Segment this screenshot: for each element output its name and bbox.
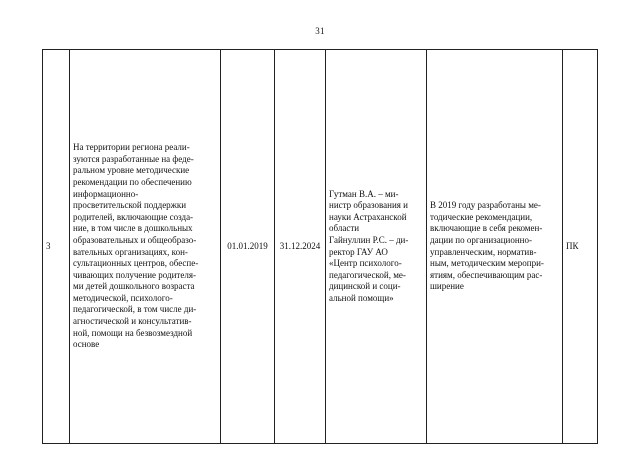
- measure-description-cell: [70, 50, 221, 444]
- measure-description: На территории региона реали- зуются разработанные на феде- ральном уровне методические рекомендации по обеспечению информационно- просветительской поддержки родителей, включающие созда- ние, в том числе в дошкольных образовательных и общеобразо- вательных организациях, кон- сультационных центров, обеспе- чивающих получение родителя- ми детей дошкольного возраста методической, психолого- педагогической, в том числе ди- агностической и консультатив- ной, помощи на безвозмездной основе: [73, 142, 199, 350]
- result-text: В 2019 году разработаны ме- тодические рекомендации, включающие в себя рекомен- дации по организационно- управленческим, норматив- ным, методическим меропри- ятиям, обеспечивающим рас- ширение: [430, 200, 544, 292]
- code-cell: ПК: [563, 50, 598, 444]
- table-row: [43, 50, 598, 444]
- end-date-cell: 31.12.2024: [275, 50, 326, 444]
- result-cell: [427, 50, 563, 444]
- responsible-persons: Гутман В.А. – ми- нистр образования и науки Астраханской области Гайнуллин Р.С. – ди- ректор ГАУ АО «Центр психолого- педагогической, ме- дицинской и соци- альной помощи»: [329, 188, 409, 303]
- start-date-cell: 01.01.2019: [221, 50, 275, 444]
- responsible-persons-cell: [326, 50, 427, 444]
- measures-table: [42, 49, 598, 444]
- row-number-cell: 3: [43, 50, 70, 444]
- page-number: 31: [315, 26, 325, 36]
